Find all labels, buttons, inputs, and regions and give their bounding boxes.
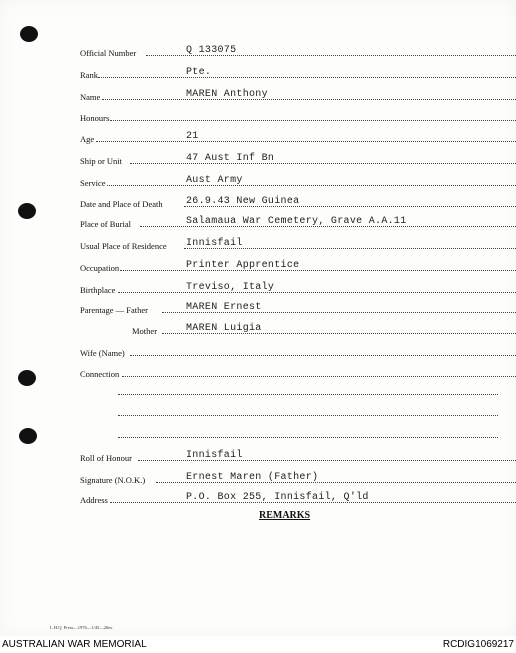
address-label: Address xyxy=(80,495,108,505)
address-row xyxy=(80,490,516,506)
rank-label: Rank xyxy=(80,70,98,80)
occupation-value: Printer Apprentice xyxy=(186,260,300,271)
rank-row xyxy=(80,65,516,81)
address-value: P.O. Box 255, Innisfail, Q'ld xyxy=(186,492,369,503)
signature-nok-label: Signature (N.O.K.) xyxy=(80,475,146,485)
date-place-death-row xyxy=(80,194,516,210)
parentage-father-value: MAREN Ernest xyxy=(186,302,262,313)
connection-line-4 xyxy=(118,437,498,438)
ship-or-unit-value: 47 Aust Inf Bn xyxy=(186,153,275,164)
ship-or-unit-label: Ship or Unit xyxy=(80,156,123,166)
occupation-row xyxy=(80,258,516,274)
dotted-line xyxy=(130,355,516,356)
name-value: MAREN Anthony xyxy=(186,89,268,100)
service-value: Aust Army xyxy=(186,175,243,186)
mother-value: MAREN Luigia xyxy=(186,323,262,334)
dotted-line xyxy=(102,99,516,100)
official-number-row xyxy=(80,43,516,59)
usual-residence-row xyxy=(80,236,516,252)
dotted-line xyxy=(96,141,516,142)
rank-value: Pte. xyxy=(186,67,212,78)
age-value: 21 xyxy=(186,131,199,142)
name-row xyxy=(80,87,516,103)
remarks-heading: REMARKS xyxy=(259,510,311,521)
usual-residence-value: Innisfail xyxy=(186,238,243,249)
punch-hole xyxy=(19,428,37,444)
footer-source: AUSTRALIAN WAR MEMORIAL xyxy=(2,639,147,650)
dotted-line xyxy=(122,376,516,377)
birthplace-value: Treviso, Italy xyxy=(186,282,275,293)
date-place-death-label: Date and Place of Death xyxy=(80,199,163,209)
age-label: Age xyxy=(80,134,95,144)
service-label: Service xyxy=(80,178,106,188)
date-place-death-value: 26.9.43 New Guinea xyxy=(186,196,300,207)
place-of-burial-label: Place of Burial xyxy=(80,219,131,229)
signature-nok-value: Ernest Maren (Father) xyxy=(186,472,319,483)
place-of-burial-value: Salamaua War Cemetery, Grave A.A.11 xyxy=(186,216,407,227)
age-row xyxy=(80,129,516,145)
wife-row xyxy=(80,343,516,359)
connection-label: Connection xyxy=(80,369,120,379)
connection-row xyxy=(80,364,516,380)
service-row xyxy=(80,173,516,189)
connection-line-3 xyxy=(118,415,498,416)
dotted-line xyxy=(120,270,516,271)
roll-of-honour-row xyxy=(80,448,516,464)
punch-hole xyxy=(20,26,38,42)
wife-label: Wife (Name) xyxy=(80,348,125,358)
dotted-line xyxy=(118,292,516,293)
usual-residence-label: Usual Place of Residence xyxy=(80,241,167,251)
honours-row xyxy=(80,108,516,124)
punch-hole xyxy=(18,370,36,386)
parentage-father-row xyxy=(80,300,516,316)
signature-nok-row xyxy=(80,470,516,486)
mother-row xyxy=(80,321,516,337)
archive-footer xyxy=(0,636,516,653)
printer-imprint: L.H.Q. Press—1976—1/45—20m. xyxy=(50,625,113,630)
punch-hole xyxy=(18,203,36,219)
dotted-line xyxy=(107,185,516,186)
dotted-line xyxy=(110,120,516,121)
place-of-burial-row xyxy=(80,214,516,230)
dotted-line xyxy=(98,77,516,78)
connection-line-2 xyxy=(118,394,498,395)
mother-label: Mother xyxy=(132,326,158,336)
parentage-father-label: Parentage — Father xyxy=(80,305,148,315)
occupation-label: Occupation xyxy=(80,263,120,273)
name-label: Name xyxy=(80,92,101,102)
roll-of-honour-label: Roll of Honour xyxy=(80,453,132,463)
footer-record-id: RCDIG1069217 xyxy=(442,639,514,650)
roll-of-honour-value: Innisfail xyxy=(186,450,243,461)
honours-label: Honours xyxy=(80,113,110,123)
ship-or-unit-row xyxy=(80,151,516,167)
official-number-value: Q 133075 xyxy=(186,45,237,56)
birthplace-row xyxy=(80,280,516,296)
birthplace-label: Birthplace xyxy=(80,285,116,295)
official-number-label: Official Number xyxy=(80,48,137,58)
